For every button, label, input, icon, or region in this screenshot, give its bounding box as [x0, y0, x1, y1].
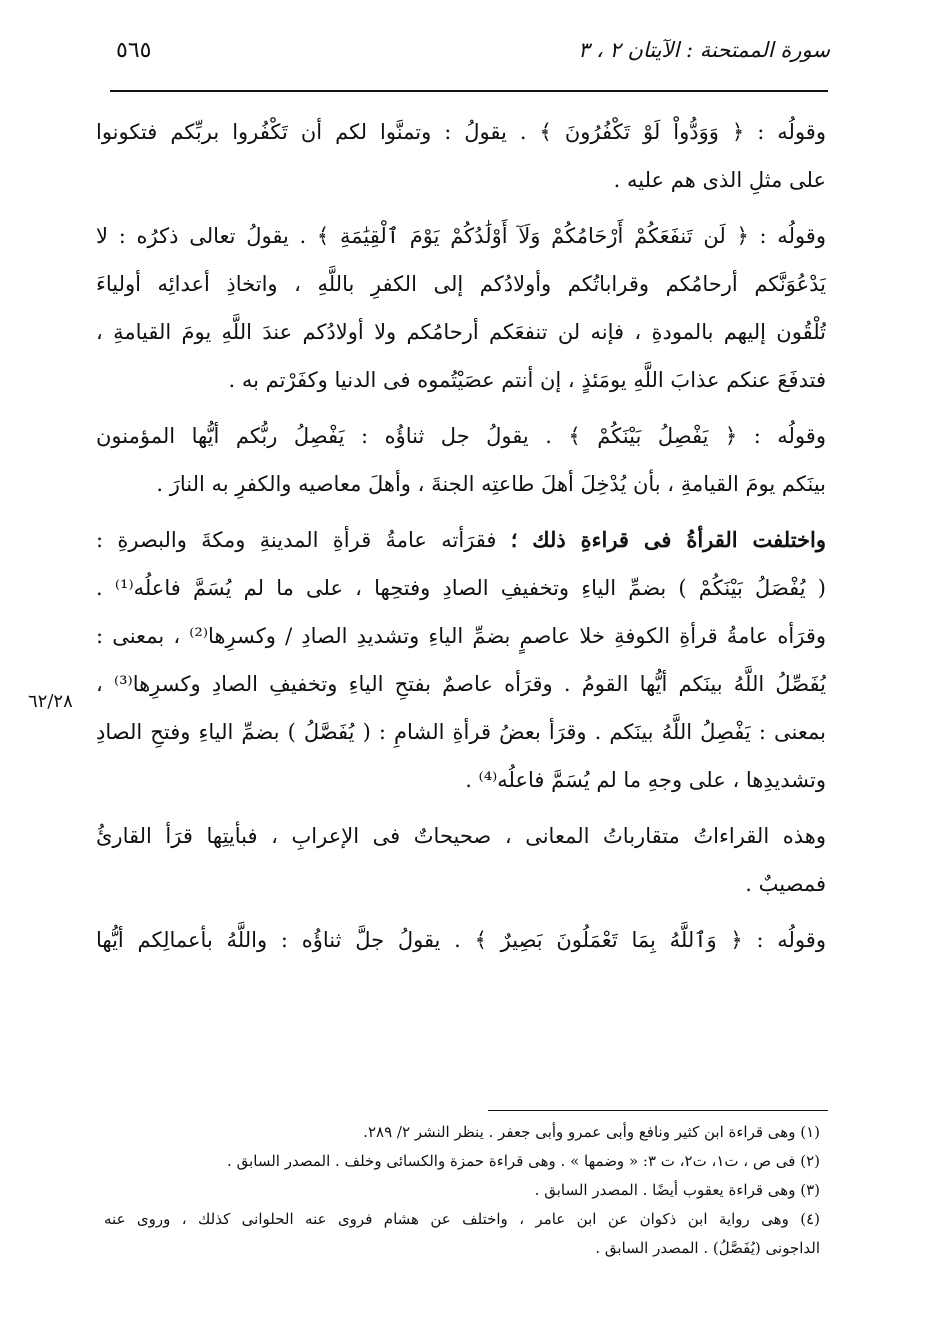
text-line: يَدْعُوَنَّكم أرحامُكم وقراباتُكم وأولادُكم إلى الكفرِ باللَّهِ ، واتخاذِ أعدائِه أولياءَ	[96, 272, 826, 296]
text-line: وقولُه : ﴿ وَٱللَّهُ بِمَا تَعْمَلُونَ بَصِيرٌ ﴾ . يقولُ جلَّ ثناؤُه : واللَّهُ بأعمالِكم أيُّها	[96, 928, 826, 952]
text-line: وقولُه : ﴿ لَن تَنفَعَكُمْ أَرْحَامُكُمْ وَلَآ أَوْلَٰدُكُمْ يَوْمَ ٱلْقِيَٰمَةِ ﴾ . يقولُ تعالى ذكرُه : لا	[96, 224, 826, 248]
footnote-2: (٢) فى ص ، ت١، ت٢، ت ٣: « وضمها » . وهى قراءة حمزة والكسائى وخلف . المصدر السابق .	[227, 1152, 820, 1170]
page-number: ٥٦٥	[116, 38, 152, 63]
text-line: وقولُه : ﴿ وَوَدُّواْ لَوْ تَكْفُرُونَ ﴾ . يقولُ : وتمنَّوا لكم أن تَكْفُروا بربِّكم فتكونوا	[96, 120, 826, 144]
text-line: وقرَأه عامةُ قرأةِ الكوفةِ خلا عاصمٍ بضمِّ الياءِ وتشديدِ الصادِ / وكسرِها⁽²⁾ ، بمعنى :	[96, 624, 826, 648]
text-line: بمعنى : يَفْصِلُ اللَّهُ بينَكم . وقرَأ بعضُ قرأةِ الشامِ : ( يُفَصَّلُ ) بضمِّ الياءِ وفتحِ الصادِ	[96, 720, 826, 744]
text-line: فمصيبٌ .	[745, 872, 826, 896]
text-line: يُفَصِّلُ اللَّهُ بينَكم أيُّها القومُ . وقرَأه عاصمٌ بفتحِ الياءِ وتخفيفِ الصادِ وكسرِها⁽³⁾ ،	[96, 672, 826, 696]
paragraph-verse-yafsil	[96, 412, 826, 508]
text-line: على مثلِ الذى هم عليه .	[613, 168, 826, 192]
footnote-1: (١) وهى قراءة ابن كثير ونافع وأبى عمرو وأبى جعفر . ينظر النشر ٢/ ٢٨٩.	[363, 1123, 820, 1141]
text-line: تُلْقُون إليهم بالمودةِ ، فإنه لن تنفعَكم أرحامُكم ولا أولادُكم عندَ اللَّهِ يومَ القيامةِ ،	[96, 320, 826, 344]
text-line: بينَكم يومَ القيامةِ ، بأن يُدْخِلَ أهلَ طاعتِه الجنةَ ، وأهلَ معاصيه والكفرِ به النارَ .	[156, 472, 826, 496]
text-line: وهذه القراءاتُ متقارباتُ المعانى ، صحيحاتٌ فى الإعرابِ ، فبأيتِها قرَأ القارئُ	[96, 824, 826, 848]
text-line: فتدفَعَ عنكم عذابَ اللَّهِ يومَئذٍ ، إن أنتم عصَيْتُموه فى الدنيا وكفَرْتم به .	[228, 368, 826, 392]
footnotes	[104, 1118, 820, 1263]
text-line: وتشديدِها ، على وجهِ ما لم يُسَمَّ فاعلُه⁽⁴⁾ .	[465, 768, 826, 792]
paragraph-readings-verdict	[96, 812, 826, 908]
paragraph-readings	[96, 516, 826, 804]
page-header	[110, 34, 830, 84]
readings-lead: واختلفت القرأةُ فى قراءةِ ذلك ؛	[510, 527, 826, 552]
paragraph-verse-basir	[96, 916, 826, 964]
footnote-3: (٣) وهى قراءة يعقوب أيضًا . المصدر السابق .	[534, 1181, 820, 1199]
main-text	[96, 108, 826, 964]
text-line: وقولُه : ﴿ يَفْصِلُ بَيْنَكُمْ ﴾ . يقولُ جل ثناؤُه : يَفْصِلُ ربُّكم أيُّها المؤمنون	[96, 424, 826, 448]
footnote-4: (٤) وهى رواية ابن ذكوان عن ابن عامر ، واختلف عن هشام فروى عنه الحلوانى كذلك ، وروى عنه	[104, 1210, 820, 1228]
header-rule	[110, 90, 828, 92]
paragraph-verse-lan-tanfaakum	[96, 212, 826, 404]
text-line	[96, 516, 826, 564]
margin-reference: ٦٢/٢٨	[28, 691, 73, 712]
text-line: ( يُفْصَلُ بَيْنَكُمْ ) بضمِّ الياءِ وتخفيفِ الصادِ وفتحِها ، على ما لم يُسَمَّ فاعلُه⁽¹⁾ .	[96, 576, 826, 600]
footnote-rule	[488, 1110, 828, 1111]
paragraph-verse-wadduu	[96, 108, 826, 204]
footnote-4-continued: الداجونى (يُفَصَّلُ) . المصدر السابق .	[595, 1239, 820, 1257]
readings-line-rest: فقرَأته عامةُ قرأةِ المدينةِ ومكةَ والبصرةِ :	[96, 528, 511, 552]
running-title: سورة الممتحنة : الآيتان ٢ ، ٣	[578, 38, 830, 62]
